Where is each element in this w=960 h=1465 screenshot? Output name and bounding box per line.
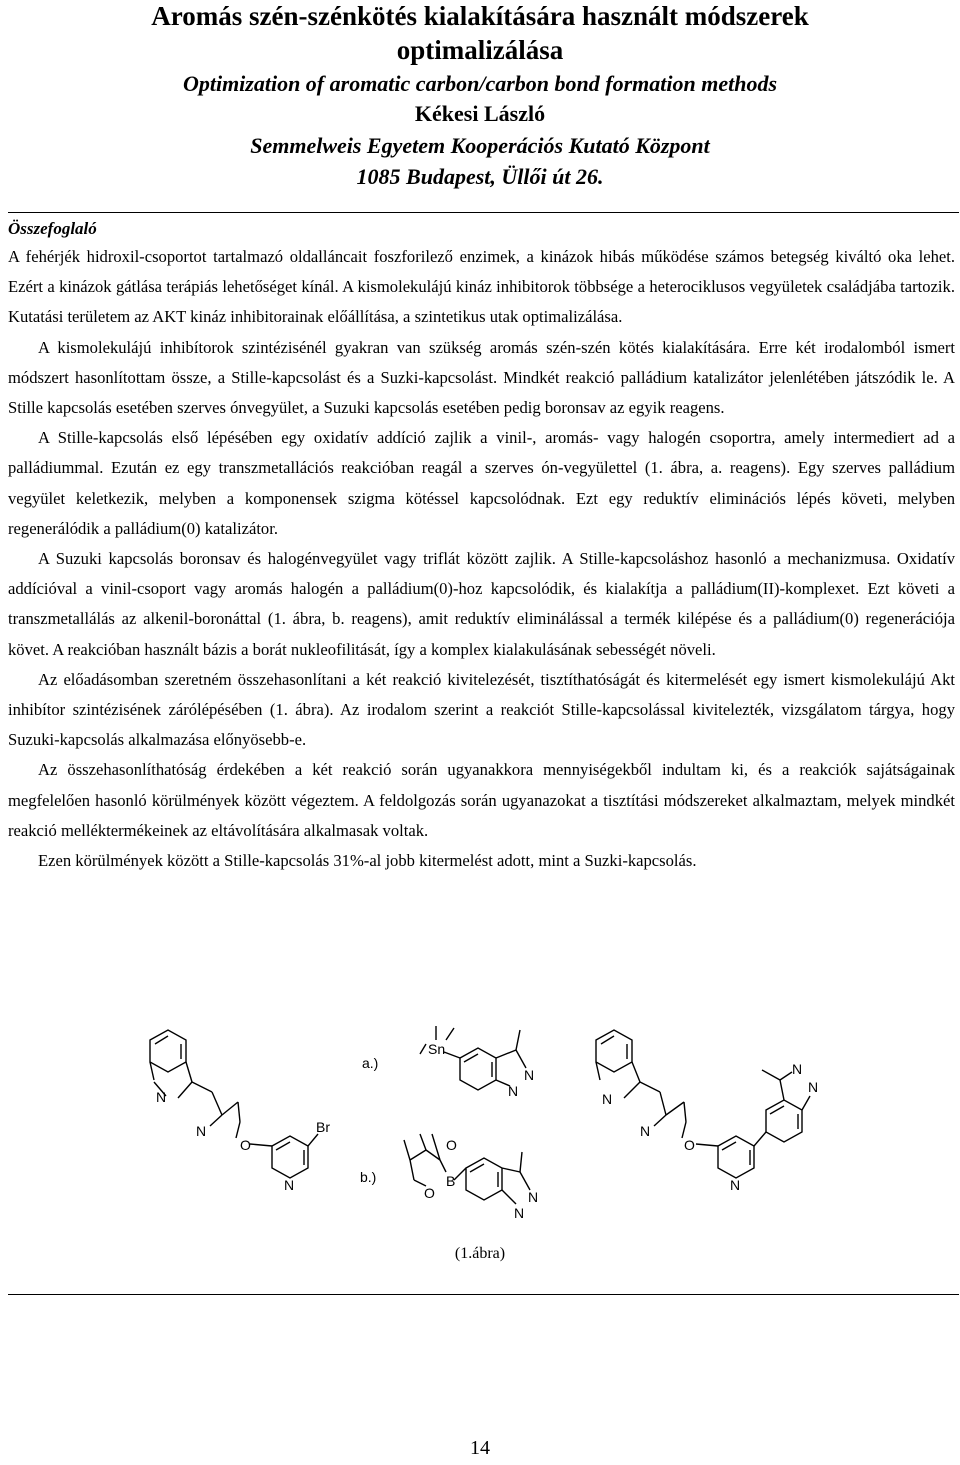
reaction-scheme-svg [0, 1000, 960, 1240]
address: 1085 Budapest, Üllői út 26. [356, 164, 604, 189]
product-indazole-N1: N [792, 1061, 803, 1077]
product-indazole-N2: N [808, 1079, 819, 1095]
start-ether-O: O [240, 1137, 251, 1153]
reagent-a-N2: N [508, 1083, 519, 1099]
reagent-a-N1: N [524, 1067, 535, 1083]
reagent-b-structure [404, 1134, 530, 1204]
abstract-heading: Összefoglaló [8, 219, 97, 238]
subtitle-english: Optimization of aromatic carbon/carbon bond formation methods [182, 71, 778, 96]
author-name: Kékesi László [414, 101, 546, 126]
top-divider [8, 212, 959, 213]
label-reagent-b: b.) [360, 1169, 377, 1185]
affiliation: Semmelweis Egyetem Kooperációs Kutató Központ [250, 133, 710, 158]
reagent-a-Sn: Sn [428, 1041, 446, 1057]
product-indole-N: N [602, 1091, 613, 1107]
title-line-1: Aromás szén-szénkötés kialakítására használt módszerek [151, 1, 809, 31]
label-reagent-a: a.) [362, 1055, 379, 1071]
product-pyridine-N: N [730, 1177, 741, 1193]
product-structure [596, 1030, 810, 1178]
product-ether-O: O [684, 1137, 695, 1153]
reagent-b-N2: N [514, 1205, 525, 1221]
title-line-2: optimalizálása [396, 35, 564, 65]
paragraph-5: Az előadásomban szeretném összehasonlítani a két reakció kivitelezését, tisztíthatóságát és kitermelését egy ismert kismolekulájú Akt inhibítor szintézisének zárólépésében (1. ábra). Az irodalom szerint a reakciót Stille-kapcsolással kivitelezték, vizsgálatom tárgya, hogy Suzuki-kapcsolás alkalmazása előnyösebb-e. [8, 669, 955, 750]
reagent-b-O1: O [446, 1137, 457, 1153]
reagent-a-structure [420, 1026, 526, 1090]
paragraph-6: Az összehasonlíthatóság érdekében a két reakció során ugyanakkora mennyiségekből indultam ki, és a reakciók sajátságainak megfelelően hasonló körülmények között végeztem. A feldolgozás során ugyanazokat a tisztítási módszereket alkalmaztam, melyek mindkét reakció melléktermékeinek az eltávolítására alkalmasak voltak. [8, 760, 955, 840]
start-Br: Br [316, 1119, 330, 1135]
start-indole-N: N [156, 1089, 167, 1105]
start-pyridine-N: N [284, 1177, 295, 1193]
figure-caption: (1.ábra) [454, 1245, 506, 1262]
paragraph-2: A kismolekulájú inhibítorok szintézisénél gyakran van szükség aromás szén-szén kötés kialakítására. Erre két irodalomból ismert módszert hasonlítottam össze, a Stille-kapcsolást és a Suzki-kapcsolást. Mindkét reakció palládium katalizátor jelenlétében játszódik le. A Stille kapcsolás esetében szerves ónvegyület, a Suzuki kapcsolás esetében pedig boronsav az egyik reagens. [8, 337, 955, 418]
page-number: 14 [470, 1437, 490, 1459]
paragraph-4: A Suzuki kapcsolás boronsav és halogénvegyület vagy triflát között zajlik. A Stille-kapcsoláshoz hasonló a mechanizmusa. Oxidatív addícióval a vinil-csoport vagy aromás halogén a palládium(0)-hoz kapcsolódik, és kialakítja a palládium(II)-komplexet. Ezt követi a transzmetallálás az alkenil-boronáttal (1. ábra, b. reagens), amit reduktív eliminálással a termék kilépése és a palládium(0) regenerációja követ. A reakcióban használt bázis a borát nukleofilitását, így a komplex kialakulásának sebességét növeli. [8, 549, 955, 659]
paragraph-7: Ezen körülmények között a Stille-kapcsolás 31%-al jobb kitermelést adott, mint a Suzki-kapcsolás. [38, 851, 697, 871]
product-amine-N: N [640, 1123, 651, 1139]
paragraph-1: A fehérjék hidroxil-csoportot tartalmazó oldalláncait foszforilező enzimek, a kinázok hibás működése számos betegség kiváltó oka lehet. Ezért a kinázok gátlása terápiás lehetőséget kínál. A kismolekulájú kináz inhibitorok többsége a heterociklusos vegyületek családjába tartozik. Kutatási területem az AKT kináz inhibitorainak előállítása, a szintetikus utak optimalizálása. [8, 247, 955, 327]
reagent-b-B: B [446, 1173, 456, 1189]
starting-material-structure [150, 1030, 318, 1178]
start-amine-N: N [196, 1123, 207, 1139]
bottom-divider [8, 1294, 959, 1295]
paragraph-3: A Stille-kapcsolás első lépésében egy oxidatív addíció zajlik a vinil-, aromás- vagy halogén csoportra, amely intermediert ad a palládiummal. Ezután ez egy transzmetallációs reakcióban reagál a szerves ón-vegyülettel (1. ábra, a. reagens). Egy szerves palládium vegyület keletkezik, melyben a komponensek szigma kötéssel kapcsolódnak. Ezt egy reduktív eliminációs lépés követi, melyben regenerálódik a palládium(0) katalizátor. [8, 428, 955, 538]
abstract-body [8, 242, 955, 876]
reagent-b-N1: N [528, 1189, 539, 1205]
reagent-b-O2: O [424, 1185, 435, 1201]
